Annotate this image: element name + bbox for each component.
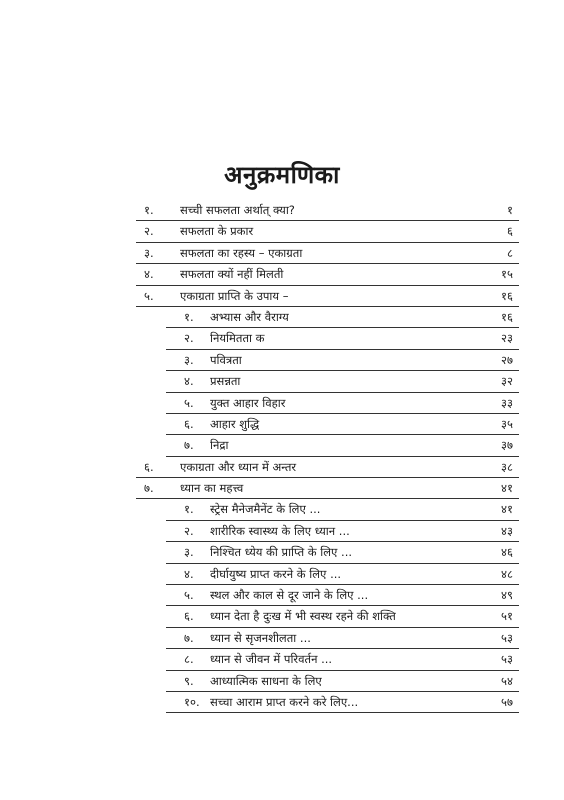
entry-page-number: १ (507, 203, 513, 217)
entry-page-number: ३८ (501, 459, 513, 474)
entry-title: सच्चा आराम प्राप्त करने करे लिए... (210, 694, 359, 709)
entry-title: आध्यात्मिक साधना के लिए (210, 673, 322, 688)
entry-title: युक्त आहार विहार (210, 395, 286, 410)
entry-page-number: ४१ (501, 481, 513, 496)
toc-subentry (166, 414, 519, 435)
entry-number: ६. (184, 609, 194, 624)
entry-number: ८. (184, 652, 194, 667)
entry-number: ९. (184, 673, 194, 688)
entry-number: ५. (184, 588, 194, 603)
entry-number: १. (184, 502, 194, 517)
entry-title: स्थल और काल से दूर जाने के लिए ... (210, 588, 369, 603)
toc-entry (136, 478, 519, 499)
entry-title: सच्ची सफलता अर्थात् क्या? (180, 203, 295, 217)
entry-number: ४. (144, 267, 154, 282)
entry-page-number: १६ (501, 288, 513, 303)
toc-entry (136, 286, 519, 307)
toc-subentry (166, 628, 519, 649)
entry-number: ३. (144, 245, 154, 260)
entry-number: ३. (184, 545, 194, 560)
entry-title: नियमितता क (210, 331, 265, 346)
entry-page-number: ४९ (501, 588, 513, 603)
entry-title: स्ट्रेस मैनेजमैनेंट के लिए ... (210, 502, 321, 517)
toc-subentry (166, 328, 519, 349)
entry-title: ध्यान देता है दुःख में भी स्वस्थ रहने की शक्ति (210, 609, 396, 624)
toc-subentry (166, 350, 519, 371)
entry-number: ५. (144, 288, 154, 303)
toc-entry (136, 264, 519, 285)
entry-title: ध्यान का महत्त्व (180, 481, 244, 496)
entry-page-number: ५३ (501, 652, 513, 667)
toc-subentry (166, 606, 519, 627)
entry-page-number: ४१ (501, 502, 513, 517)
entry-number: ५. (184, 395, 194, 410)
entry-number: ७. (144, 481, 154, 496)
toc-entry (136, 457, 519, 478)
page-title: अनुक्रमणिका (224, 161, 340, 189)
toc-subentry (166, 564, 519, 585)
entry-title: सफलता क्यों नहीं मिलती (180, 267, 284, 282)
entry-title: अभ्यास और वैराग्य (210, 309, 289, 324)
entry-title: निद्रा (210, 438, 229, 453)
entry-page-number: ३५ (501, 416, 513, 431)
entry-page-number: ५३ (501, 630, 513, 645)
entry-title: ध्यान से सृजनशीलता ... (210, 630, 311, 645)
entry-page-number: ३३ (501, 395, 513, 410)
entry-title: एकाग्रता प्राप्ति के उपाय – (180, 288, 289, 303)
entry-number: ७. (184, 630, 194, 645)
entry-page-number: ८ (507, 245, 513, 260)
toc-subentry (166, 521, 519, 542)
toc-subentry (166, 649, 519, 670)
entry-title: ध्यान से जीवन में परिवर्तन ... (210, 652, 333, 667)
entry-number: ६. (184, 416, 194, 431)
toc-subentry (166, 393, 519, 414)
entry-title: निश्चित ध्येय की प्राप्ति के लिए ... (210, 545, 353, 560)
toc-entry (136, 200, 519, 221)
entry-title: दीर्घायुष्य प्राप्त करने के लिए ... (210, 566, 342, 581)
entry-page-number: ४३ (501, 523, 513, 538)
entry-number: ३. (184, 352, 194, 367)
toc-subentry (166, 542, 519, 563)
table-of-contents (136, 200, 519, 713)
toc-subentry (166, 585, 519, 606)
entry-title: प्रसन्नता (210, 374, 241, 389)
entry-number: ७. (184, 438, 194, 453)
toc-entry (136, 221, 519, 242)
entry-number: १०. (184, 694, 200, 709)
entry-number: ४. (184, 566, 194, 581)
toc-subentry (166, 307, 519, 328)
entry-number: २. (184, 331, 194, 346)
entry-title: आहार शुद्धि (210, 416, 260, 431)
entry-page-number: ५४ (501, 673, 513, 688)
entry-title: सफलता के प्रकार (180, 224, 254, 239)
entry-page-number: ४८ (501, 566, 513, 581)
toc-subentry (166, 671, 519, 692)
entry-title: शारीरिक स्वास्थ्य के लिए ध्यान ... (210, 523, 350, 538)
toc-subentry (166, 499, 519, 520)
entry-page-number: ६ (507, 224, 513, 239)
entry-title: सफलता का रहस्य – एकाग्रता (180, 245, 303, 260)
entry-number: १. (144, 203, 154, 217)
entry-number: ४. (184, 374, 194, 389)
toc-subentry (166, 371, 519, 392)
entry-title: पवित्रता (210, 352, 242, 367)
entry-page-number: १५ (501, 267, 513, 282)
entry-page-number: ३२ (501, 374, 513, 389)
entry-page-number: ५१ (501, 609, 513, 624)
entry-page-number: ३७ (501, 438, 513, 453)
entry-page-number: २७ (501, 352, 513, 367)
entry-page-number: ५७ (501, 694, 513, 709)
toc-subentry (166, 435, 519, 456)
entry-number: २. (184, 523, 194, 538)
entry-page-number: १६ (501, 309, 513, 324)
toc-subentry (166, 692, 519, 713)
toc-entry (136, 243, 519, 264)
entry-page-number: २३ (501, 331, 513, 346)
entry-number: ६. (144, 459, 154, 474)
entry-page-number: ४६ (501, 545, 513, 560)
entry-title: एकाग्रता और ध्यान में अन्तर (180, 459, 297, 474)
entry-number: २. (144, 224, 154, 239)
entry-number: १. (184, 309, 194, 324)
